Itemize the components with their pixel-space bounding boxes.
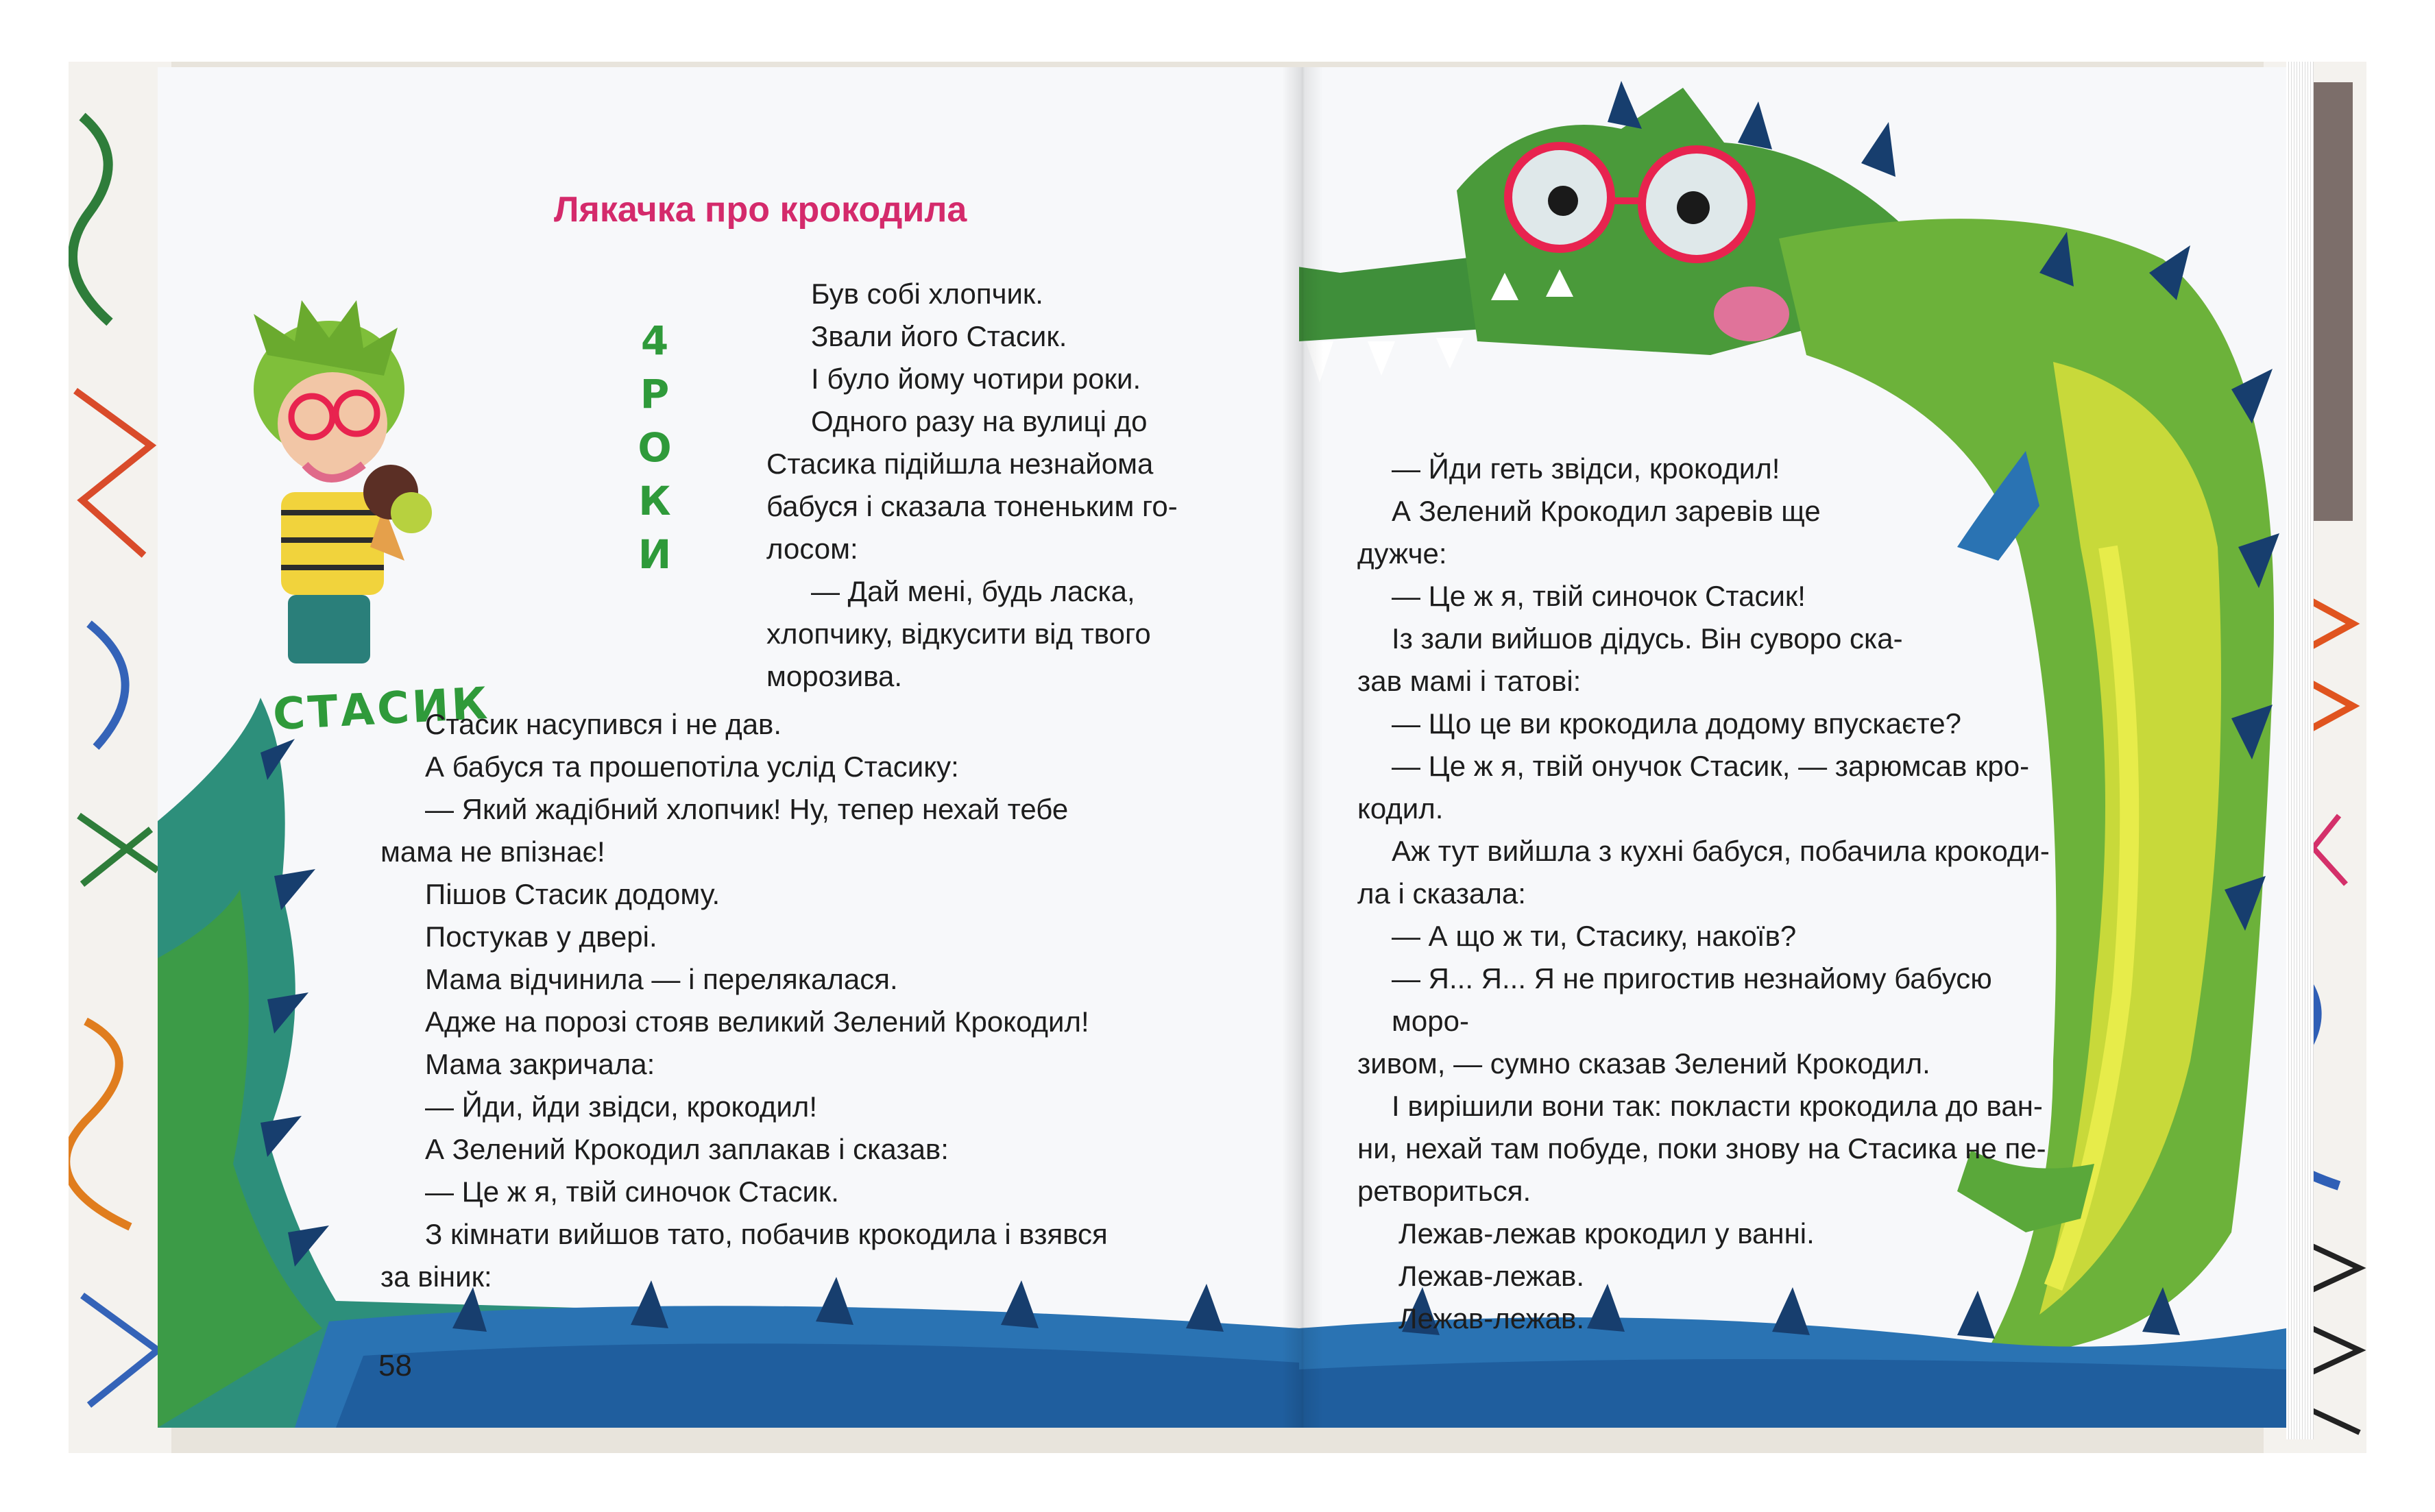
character-label: СТАСИК: [271, 678, 492, 741]
text-line: Адже на порозі стояв великий Зелений Крокодил!: [425, 1005, 1089, 1038]
age-char: К: [638, 478, 671, 524]
age-char: Р: [640, 371, 670, 417]
text-line: — Це ж я, твій синочок Стасик.: [425, 1175, 839, 1208]
text-line: — Я... Я... Я не пригостив незнайому бабусю моро-: [1392, 962, 1992, 1037]
text-line: Був собі хлопчик.: [811, 278, 1043, 310]
text-line: — Дай мені, будь ласка,: [811, 575, 1135, 607]
text-line: зивом, — сумно сказав Зелений Крокодил.: [1357, 1047, 1930, 1080]
text-line: А Зелений Крокодил заплакав і сказав:: [425, 1133, 949, 1165]
boy-illustration: [254, 300, 432, 663]
text-line: Із зали вийшов дідусь. Він суворо ска-: [1392, 622, 1903, 655]
right-page: [1299, 67, 2286, 1428]
text-line: Одного разу на вулиці до: [811, 405, 1148, 437]
text-line: Постукав у двері.: [425, 920, 657, 953]
text-line: морозива.: [766, 660, 903, 692]
text-line: ни, нехай там побуде, поки знову на Стасика не пе-: [1357, 1132, 2046, 1165]
text-line: Стасик насупився і не дав.: [425, 708, 782, 740]
text-line: А бабуся та прошепотіла услід Стасику:: [425, 751, 959, 783]
text-line: мама не впізнає!: [380, 836, 605, 868]
age-char: И: [638, 531, 672, 578]
page-edges: [2286, 62, 2314, 1439]
page-title: Лякачка про крокодила: [554, 190, 967, 230]
text-line: — Що це ви крокодила додому впускаєте?: [1392, 707, 1961, 740]
page-number: 58: [378, 1349, 412, 1382]
text-line: Пішов Стасик додому.: [425, 878, 720, 910]
text-line: хлопчику, відкусити від твого: [766, 618, 1151, 650]
text-line: бабуся і сказала тоненьким го-: [766, 490, 1178, 522]
text-line: за віник:: [380, 1260, 492, 1293]
book-spread: [69, 62, 2366, 1453]
text-line: лосом:: [766, 533, 858, 565]
text-line: — А що ж ти, Стасику, накоїв?: [1392, 920, 1797, 952]
text-line: — Який жадібний хлопчик! Ну, тепер нехай тебе: [425, 793, 1069, 825]
left-cover-scribbles: [69, 62, 171, 1453]
text-line: Лежав-лежав крокодил у ванні.: [1398, 1217, 1815, 1249]
text-line: — Це ж я, твій онучок Стасик, — зарюмсав кро-: [1392, 750, 2030, 782]
right-page-text: [1357, 448, 2070, 1340]
text-line: — Йди геть звідси, крокодил!: [1392, 452, 1780, 485]
text-line: Звали його Стасик.: [811, 320, 1067, 352]
text-line: — Йди, йди звідси, крокодил!: [425, 1090, 817, 1123]
text-line: кодил.: [1357, 792, 1444, 825]
text-line: Лежав-лежав.: [1398, 1302, 1585, 1334]
text-line: І вирішили вони так: покласти крокодила до ван-: [1392, 1090, 2043, 1122]
text-line: ла і сказала:: [1357, 877, 1526, 910]
text-line: Стасика підійшла незнайома: [766, 448, 1154, 480]
text-line: Лежав-лежав.: [1398, 1260, 1585, 1292]
age-label: [631, 314, 679, 581]
text-line: дужче:: [1357, 537, 1447, 570]
age-char: 4: [640, 317, 669, 364]
left-body-text: [380, 703, 1299, 1298]
text-line: Мама відчинила — і перелякалася.: [425, 963, 898, 995]
text-line: — Це ж я, твій синочок Стасик!: [1392, 580, 1806, 612]
text-line: Аж тут вийшла з кухні бабуся, побачила крокоди-: [1392, 835, 2050, 867]
text-line: А Зелений Крокодил заревів ще: [1392, 495, 1821, 527]
text-line: зав мамі і татові:: [1357, 665, 1582, 697]
text-line: З кімнати вийшов тато, побачив крокодила і взявся: [425, 1218, 1108, 1250]
text-line: ретвориться.: [1357, 1175, 1531, 1207]
text-line: Мама закричала:: [425, 1048, 655, 1080]
left-intro-text: [766, 273, 1299, 698]
left-page: [158, 67, 1299, 1428]
text-line: І було йому чотири роки.: [811, 363, 1141, 395]
age-char: О: [638, 424, 672, 471]
